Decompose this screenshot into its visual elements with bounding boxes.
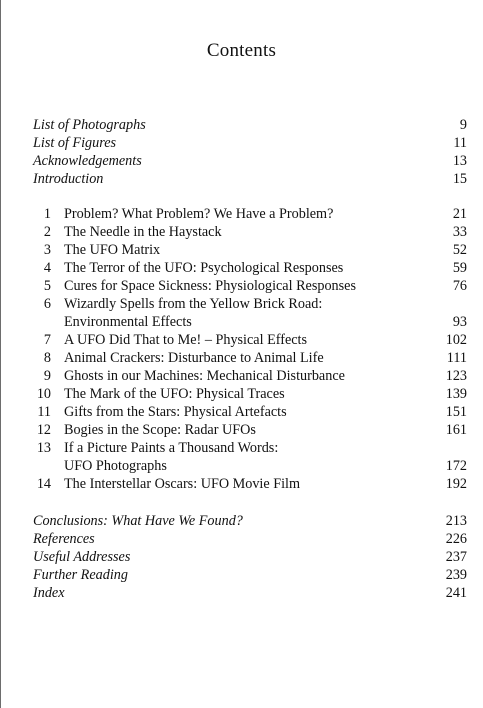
- chapter-title: The Needle in the Haystack: [64, 224, 222, 240]
- chapter-title: The Terror of the UFO: Psychological Responses: [64, 260, 344, 276]
- toc-entry: [33, 152, 467, 170]
- chapter-entry: [33, 385, 467, 403]
- entry-title: Further Reading: [33, 567, 128, 583]
- toc-entry: [33, 584, 467, 602]
- chapter-entry-continuation: [33, 457, 467, 475]
- chapter-number: 11: [37, 404, 51, 420]
- chapter-title: Environmental Effects: [64, 314, 192, 330]
- entry-title: Useful Addresses: [33, 549, 131, 565]
- chapter-number: 10: [36, 386, 51, 402]
- chapter-page-number: 139: [445, 386, 467, 402]
- chapter-page-number: 123: [445, 368, 467, 384]
- chapter-title: UFO Photographs: [64, 458, 167, 474]
- toc-entry: [33, 566, 467, 584]
- toc-entry: [33, 512, 467, 530]
- chapter-entry: [33, 277, 467, 295]
- front-matter-list: [33, 116, 467, 188]
- chapter-number: 3: [43, 242, 51, 258]
- entry-title: List of Figures: [33, 135, 117, 151]
- chapter-title: A UFO Did That to Me! – Physical Effects: [64, 332, 308, 348]
- chapter-page-number: 151: [445, 404, 467, 420]
- chapter-entry: [33, 295, 467, 313]
- chapter-title: The UFO Matrix: [64, 242, 161, 258]
- chapter-page-number: 192: [445, 476, 467, 492]
- chapter-entry: [33, 349, 467, 367]
- entry-page-number: 239: [445, 567, 467, 583]
- entry-page-number: 237: [445, 549, 467, 565]
- toc-entry: [33, 116, 467, 134]
- entry-page-number: 9: [459, 117, 467, 133]
- back-matter-list: [33, 512, 467, 602]
- toc-entry: [33, 530, 467, 548]
- entry-page-number: 15: [452, 171, 467, 187]
- chapter-title: Gifts from the Stars: Physical Artefacts: [64, 404, 287, 420]
- chapter-title: The Mark of the UFO: Physical Traces: [64, 386, 285, 402]
- chapter-page-number: 172: [445, 458, 467, 474]
- chapter-page-number: 76: [452, 278, 467, 294]
- chapter-page-number: 52: [452, 242, 467, 258]
- chapter-entry-continuation: [33, 313, 467, 331]
- entry-page-number: 13: [452, 153, 467, 169]
- chapter-page-number: 161: [445, 422, 467, 438]
- entry-page-number: 226: [445, 531, 467, 547]
- chapter-page-number: 21: [452, 206, 467, 222]
- chapter-title: Bogies in the Scope: Radar UFOs: [64, 422, 256, 438]
- chapter-number: 6: [43, 296, 51, 312]
- chapter-number: 1: [43, 206, 51, 222]
- chapter-entry: [33, 241, 467, 259]
- chapter-title: Problem? What Problem? We Have a Problem?: [64, 206, 334, 222]
- page-title: Contents: [206, 40, 277, 61]
- chapter-number: 14: [36, 476, 51, 492]
- chapter-entry: [33, 367, 467, 385]
- chapter-number: 2: [43, 224, 51, 240]
- chapter-title: If a Picture Paints a Thousand Words:: [64, 440, 279, 456]
- chapter-title: Cures for Space Sickness: Physiological Responses: [64, 278, 356, 294]
- chapter-number: 8: [43, 350, 51, 366]
- chapter-entry: [33, 259, 467, 277]
- chapter-entry: [33, 205, 467, 223]
- chapter-number: 5: [43, 278, 51, 294]
- page-edge-rule: [0, 0, 1, 708]
- chapter-page-number: 93: [452, 314, 467, 330]
- chapter-entry: [33, 475, 467, 493]
- toc-entry: [33, 134, 467, 152]
- chapter-title: Wizardly Spells from the Yellow Brick Road:: [64, 296, 323, 312]
- chapter-number: 7: [43, 332, 51, 348]
- chapter-entry: [33, 223, 467, 241]
- chapter-page-number: 33: [452, 224, 467, 240]
- entry-title: References: [33, 531, 95, 547]
- entry-title: Introduction: [33, 171, 104, 187]
- chapter-title: Ghosts in our Machines: Mechanical Disturbance: [64, 368, 345, 384]
- chapter-entry: [33, 331, 467, 349]
- toc-entry: [33, 170, 467, 188]
- entry-page-number: 241: [445, 585, 467, 601]
- entry-page-number: 11: [453, 135, 467, 151]
- chapter-page-number: 102: [445, 332, 467, 348]
- chapter-number: 13: [36, 440, 51, 456]
- toc-entry: [33, 548, 467, 566]
- chapter-entry: [33, 403, 467, 421]
- entry-title: Acknowledgements: [33, 153, 142, 169]
- entry-title: Index: [33, 585, 65, 601]
- chapter-list: [33, 205, 467, 493]
- entry-title: Conclusions: What Have We Found?: [33, 513, 243, 529]
- chapter-number: 4: [43, 260, 51, 276]
- chapter-entry: [33, 421, 467, 439]
- chapter-page-number: 111: [446, 350, 467, 366]
- chapter-number: 12: [36, 422, 51, 438]
- entry-page-number: 213: [445, 513, 467, 529]
- chapter-title: Animal Crackers: Disturbance to Animal Life: [64, 350, 324, 366]
- chapter-title: The Interstellar Oscars: UFO Movie Film: [64, 476, 301, 492]
- chapter-entry: [33, 439, 467, 457]
- chapter-number: 9: [43, 368, 51, 384]
- chapter-page-number: 59: [452, 260, 467, 276]
- entry-title: List of Photographs: [33, 117, 146, 133]
